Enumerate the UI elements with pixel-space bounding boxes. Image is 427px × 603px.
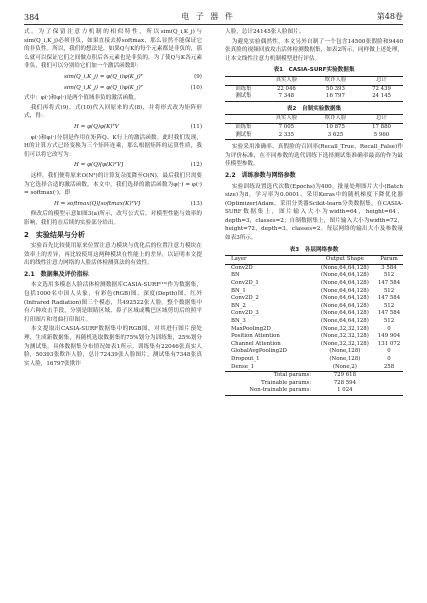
table-row: Channel Attention (None,32,32,128) 131 072 xyxy=(231,340,401,347)
table-header-row: 真实人脸 欺诈人脸 总计 xyxy=(225,76,403,85)
equation-12: H = φ(Q)[φ(K)ᵀV] (12) xyxy=(74,162,202,169)
table-row: Conv2D (None,64,64,128) 3 584 xyxy=(231,264,397,271)
paragraph: 人脸，总计24145张人脸图片。 xyxy=(225,29,305,35)
volume-label: 第48卷 xyxy=(376,12,403,21)
table-row: Conv2D_3 (None,64,64,128) 147 584 xyxy=(231,310,401,317)
table-row: Conv2D_1 (None,64,64,128) 147 584 xyxy=(231,280,401,287)
paragraph: 实验首先比较使用原来位置注意力模块与优化后的位置注意力模块在效率上的差异，再比较使用这两种模块在性能上的差异，以证明本文提出的线性注意力网络的人脸活体检测算法的有效性。 xyxy=(24,243,202,267)
table-1-caption: 表1 CASIA-SURF实验数据集 xyxy=(273,67,355,74)
paragraph: 这样，我们便将原来O(N²)的计算复杂度降至O(N)，最后我们只需要为它选择合适的激活函数。本文中，我们选择的激活函数为φ(·) = φ(·) = softmax(·)，即 xyxy=(24,172,202,197)
paragraph: 本文选用多模态人脸活体检测数据库CASIA-SURF⁽¹⁶⁾作为数据集，包括1000名中国人头象，有彩色(RGB)图、深度(Depth)图、红外(Infrared Radiation)图三个模态，共492522张人脸。整个数据集中有六种攻击手段，分别是眼睛区域、鼻子区域或嘴巴区域剪切后的照平打印图片和弯曲打印图片。 xyxy=(24,282,202,323)
table-row: BN_2 (None,64,64,128) 512 xyxy=(231,302,395,309)
table-row: BN_3 (None,64,64,128) 512 xyxy=(231,318,395,324)
equation-10: sim(Q_i,K_j) = φ(Q_i)φ(K_j)ᵀ (10) xyxy=(64,84,202,91)
table-header-row: Layer Output Shape Param xyxy=(225,256,403,265)
table-2-caption: 表2 自制实验数据集 xyxy=(286,105,342,112)
paragraph: 式中：φ(·)和φ(·)是两个值域非负的激活函数。 xyxy=(24,95,140,102)
table-row: BN_1 (None,64,64,128) 512 xyxy=(231,287,395,294)
table-row: Dense_1 (None,2) 258 xyxy=(225,364,403,372)
table-2 xyxy=(225,114,403,140)
paragraph: φ(·)和φ(·)分别是作用在矩阵Q、K行上的激活函数。此时我们发现，H的计算方式已经变换为三个矩阵连乘，那么根据矩阵的运算性质，我们可以将它改写为： xyxy=(24,134,202,158)
left-column xyxy=(24,28,202,369)
table-row: MaxPooling2D (None,32,32,128) 0 xyxy=(231,325,391,332)
table-3 xyxy=(225,255,403,396)
table-header-row: 真实人脸 欺诈人脸 总计 xyxy=(225,115,403,124)
table-row: Conv2D_2 (None,64,64,128) 147 584 xyxy=(231,295,401,302)
table-row: 训练集 22 046 50 393 72 439 xyxy=(235,85,391,92)
table-footer-row: Total params： 729 618 xyxy=(273,372,356,379)
table-3-caption: 表3 各层网络参数 xyxy=(289,246,339,253)
paragraph: 实验采用准确率、真假脸的召回率(Recall_True、Recall_False)作为评价标准，在不同参数的选代训练下选择测试集准确率最高的作为最佳模型参数。 xyxy=(225,144,403,168)
equation-11: H = φ(Q)φ(K)ᵀV (11) xyxy=(74,123,202,130)
table-row: Dropout_1 (None,128) 0 xyxy=(231,355,391,362)
journal-name: 电 子 器 件 xyxy=(181,12,235,21)
table-row: BN (None,64,64,128) 512 xyxy=(231,272,395,279)
subsection-heading: 2.2 训练参数与网络参数 xyxy=(225,171,296,179)
table-footer-row: Trainable params： 728 594 xyxy=(261,379,356,386)
page-header xyxy=(24,8,403,25)
table-footer-row: Non-trainable params： 1 024 xyxy=(249,387,353,394)
right-column xyxy=(225,28,403,396)
section-heading: 2 实验结果与分析 xyxy=(24,231,85,240)
paragraph: 修改后的模型示意如图3(a)所示，改写公式后，对模型性能与效率的影响，我们将在后续的实验部分给出。 xyxy=(24,211,202,226)
subsection-heading: 2.1 数据集及评价指标 xyxy=(24,270,89,278)
equation-9: sim(Q_i,K_j) = φ(Q_i)φ(K_j)ᵀ (9) xyxy=(64,73,202,80)
paragraph: 式。为了保留注意力机制的相似特性，所以sim(Q_i,K_j)与sim(Q_i,K_j)必须非负，如果直接去掉softmax，那么显然不能保证它的非负性。所以，我们的想法是，如果Q与K的每个元素都是非负的，那么就可以保证它们之间做点积后各元素也是非负的。为了使Q与K各元素非负，我们可以分别给它们加一个激活函数即： xyxy=(24,29,202,70)
paragraph: 实验训练设置选代次数(Epochs)为400，批量处理图片大小(Batch size)为8，学习率为0.0001，采用Keras中的随机梯度下降优化器(Optimizer)Adam，采用分类器Scikit-learn分类数据集。在CASIA-SURF数据集上，图片输入大小为width=64，height=64，depth=3，classes=2；自制数据集上，图片输入大小为width=72，height=72，depth=3，classes=2。每层网络的输出大小及参数量如表3所示。 xyxy=(225,183,403,242)
paragraph: 为避免实验偶然性，本文另外自制了一个包含14500张假脸和9440张真脸的视频回放攻击活体检测数据集，如表2所示，同样做上述处理，让本文线性注意力机制模型进行评估。 xyxy=(225,38,403,62)
table-row: 训练集 7 005 10 875 17 880 xyxy=(235,123,391,130)
table-row: GlobalAvgPooling2D (None,128) 0 xyxy=(231,348,391,355)
table-1 xyxy=(225,76,403,102)
table-row: Position Attention (None,32,32,128) 149 904 xyxy=(231,333,401,340)
page-number: 384 xyxy=(24,13,40,22)
table-row: 测试集 2 335 3 625 5 960 xyxy=(235,131,390,138)
equation-13: H = softmax(Q)[softmax(K)ᵀV] (13) xyxy=(54,200,202,207)
table-row: 测试集 7 348 16 797 24 145 xyxy=(235,93,391,100)
paragraph: 我们再将式(9)、式(10)代入回原来的式(8)，并将形式改为矩阵形式，得： xyxy=(24,104,202,120)
paragraph: 本文提取出CASIA-SURF数据集中的RGB图，对其进行图片预处理，生成新数据集，再随机选取数据集的75%划分为训练集，25%划分为测试集。具体数据集分布情况如表1所示。训练集有22046张真实人脸，50393张欺诈人脸，总计72439张人脸图片，测试集有7348张真实人脸，16797张欺诈 xyxy=(24,326,202,367)
